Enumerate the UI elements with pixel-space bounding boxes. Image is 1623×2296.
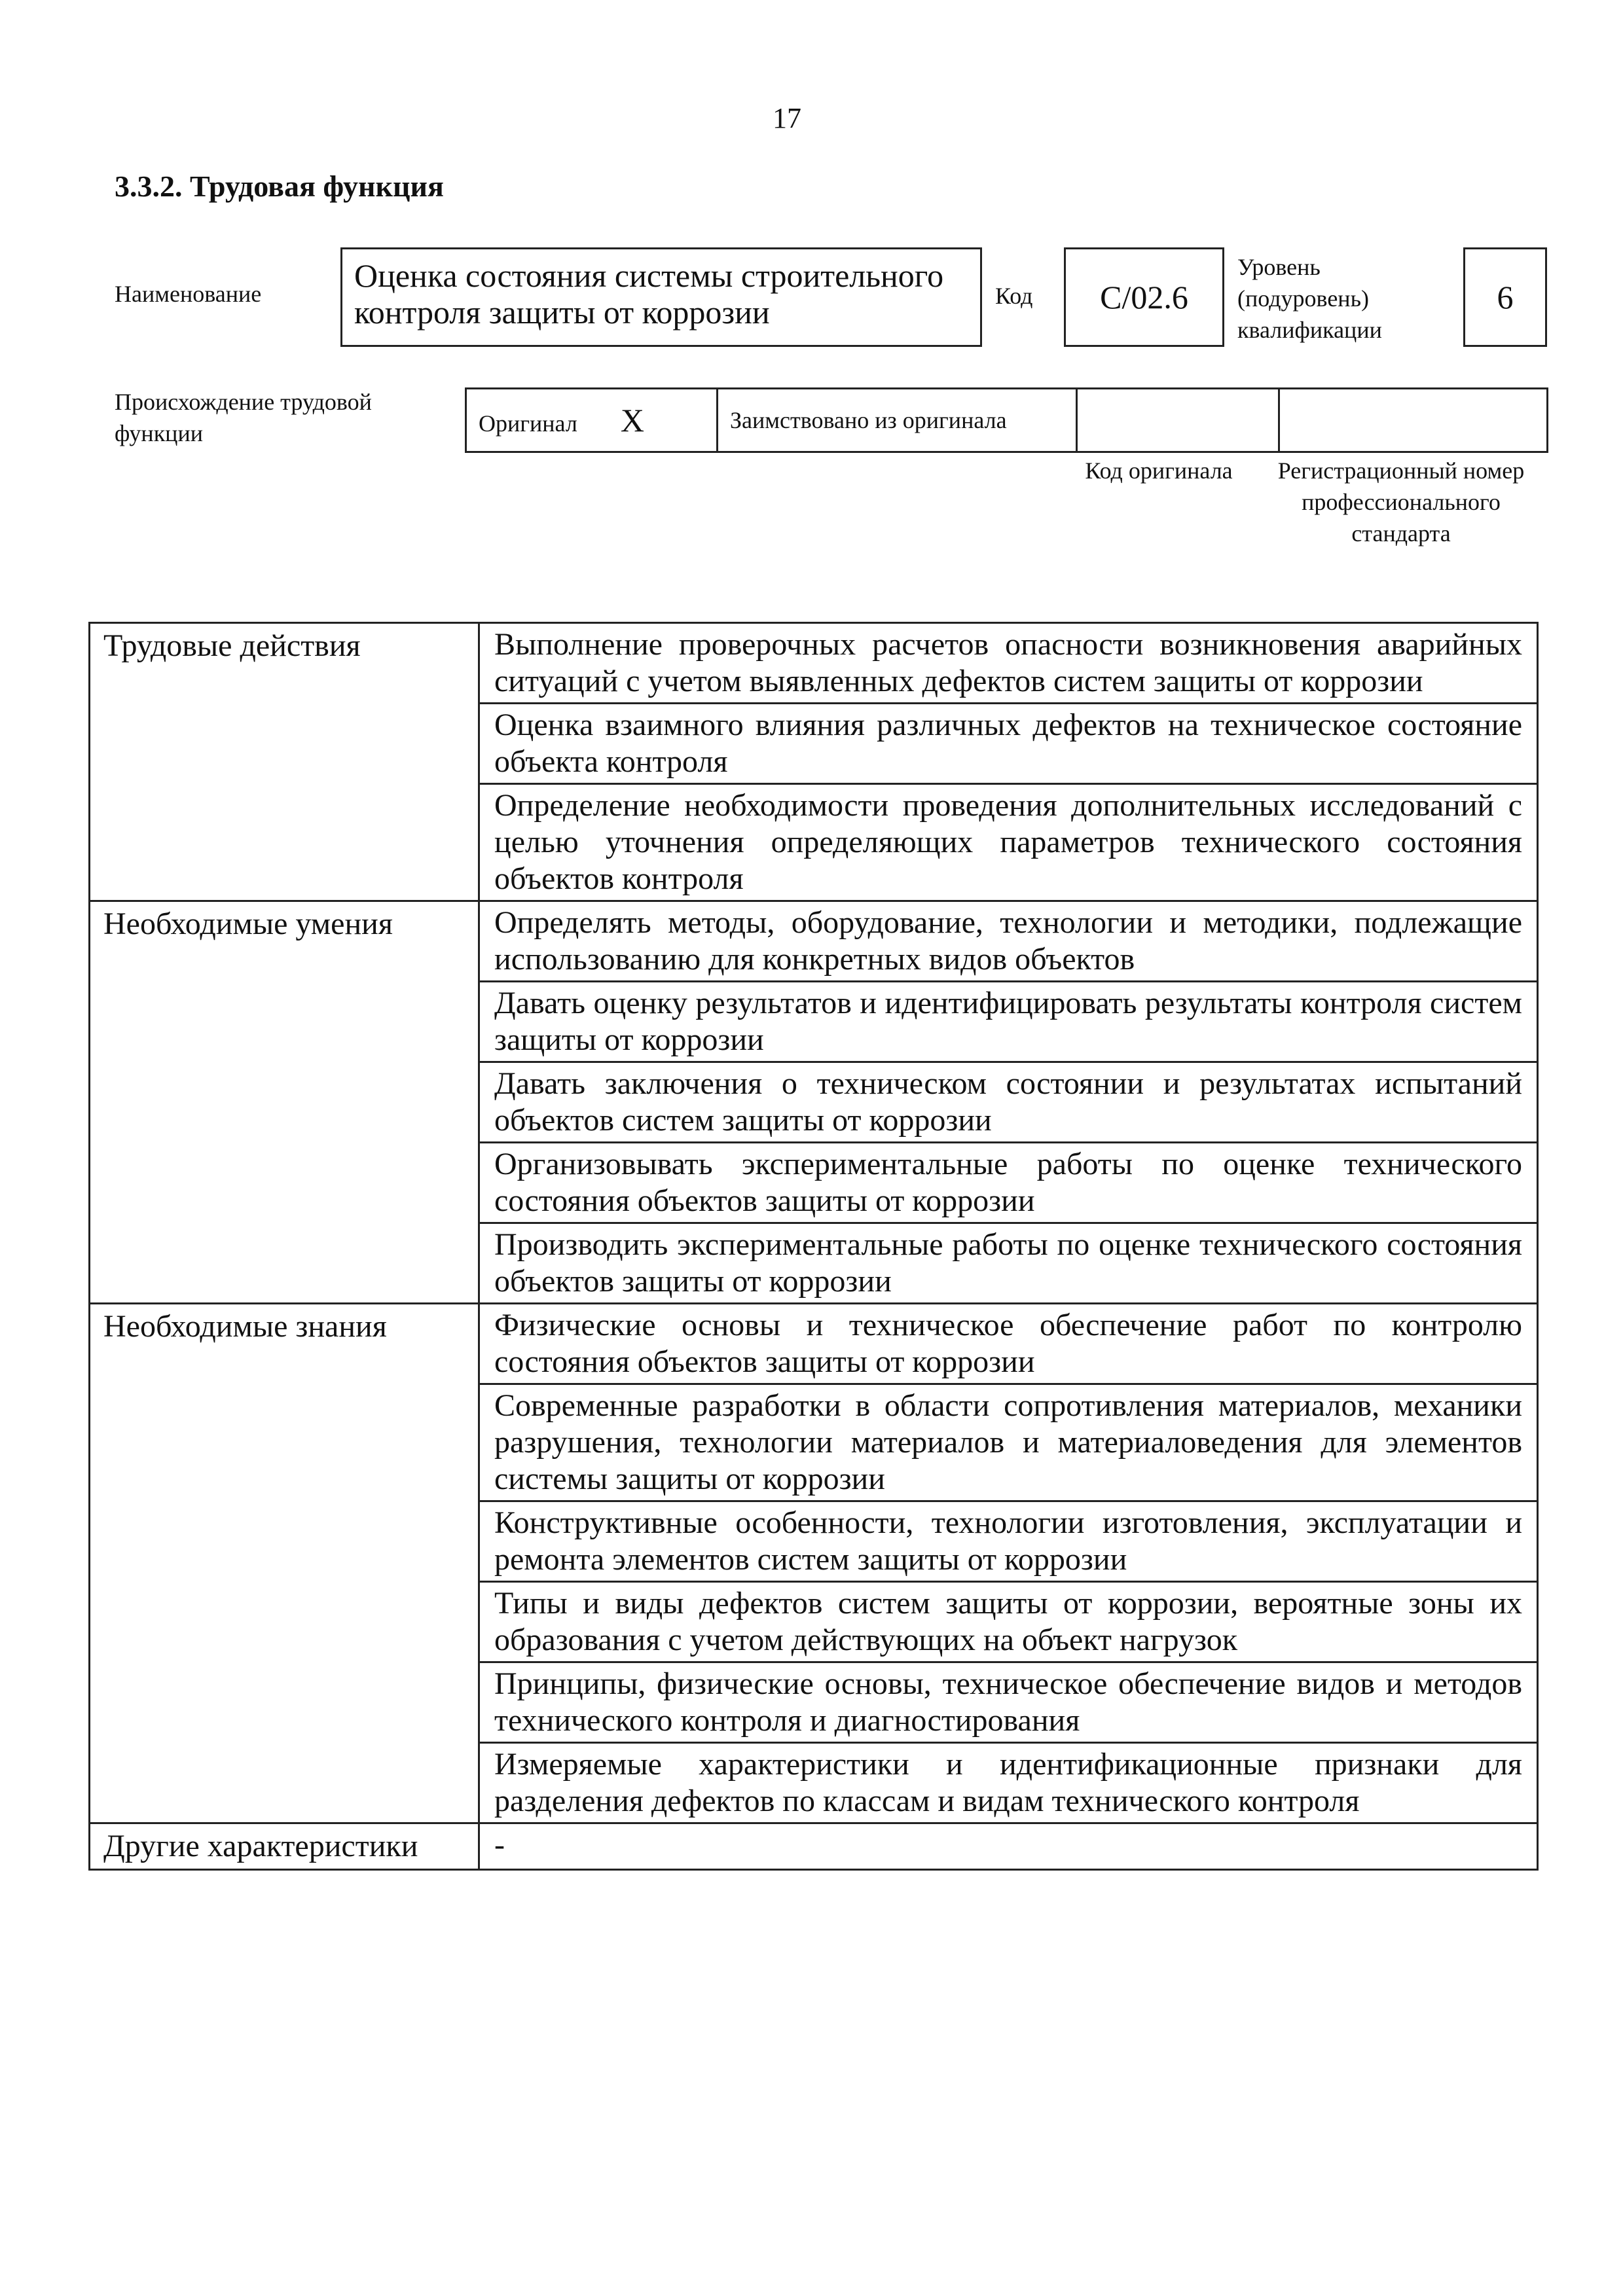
borrowed-label: Заимствовано из оригинала bbox=[730, 407, 1007, 433]
skill-item: Давать заключения о техническом состоянии и результатах испытаний объектов систем защиты от коррозии bbox=[479, 1062, 1538, 1143]
knowledge-item: Типы и виды дефектов систем защиты от коррозии, вероятные зоны их образования с учетом действующих на объект нагрузок bbox=[479, 1582, 1538, 1662]
section-title: 3.3.2. Трудовая функция bbox=[115, 170, 444, 203]
table-row bbox=[90, 901, 1538, 982]
origin-label: Происхождение трудовой функции bbox=[115, 389, 372, 446]
skill-item: Определять методы, оборудование, технологии и методики, подлежащие использованию для конкретных видов объектов bbox=[479, 901, 1538, 982]
original-label: Оригинал bbox=[479, 410, 577, 437]
level-label: Уровень (подуровень) квалификации bbox=[1237, 254, 1382, 343]
labor-action-item: Определение необходимости проведения дополнительных исследований с целью уточнения определяющих параметров технического состояния объектов контроля bbox=[479, 784, 1538, 901]
knowledge-item: Физические основы и техническое обеспечение работ по контролю состояния объектов защиты от коррозии bbox=[479, 1304, 1538, 1384]
skills-label: Необходимые умения bbox=[90, 901, 479, 1304]
origin-code-caption: Код оригинала bbox=[1085, 457, 1233, 484]
level-value: 6 bbox=[1497, 279, 1514, 315]
original-mark: X bbox=[620, 401, 644, 439]
origin-code-cell bbox=[1077, 389, 1279, 452]
origin-table bbox=[465, 387, 1548, 453]
skill-item: Организовывать экспериментальные работы по оценке технического состояния объектов защиты от коррозии bbox=[479, 1143, 1538, 1223]
table-row bbox=[90, 1823, 1538, 1870]
knowledge-item: Измеряемые характеристики и идентификационные признаки для разделения дефектов по классам и видам технического контроля bbox=[479, 1743, 1538, 1823]
borrowed-cell bbox=[718, 389, 1077, 452]
code-label: Код bbox=[995, 283, 1033, 309]
page-number: 17 bbox=[773, 102, 801, 134]
skill-item: Давать оценку результатов и идентифицировать результаты контроля систем защиты от коррозии bbox=[479, 982, 1538, 1062]
level-value-box bbox=[1463, 247, 1547, 347]
knowledge-label: Необходимые знания bbox=[90, 1304, 479, 1823]
code-value-box bbox=[1064, 247, 1224, 347]
skill-item: Производить экспериментальные работы по оценке технического состояния объектов защиты от коррозии bbox=[479, 1223, 1538, 1304]
knowledge-item: Принципы, физические основы, техническое обеспечение видов и методов технического контроля и диагностирования bbox=[479, 1662, 1538, 1743]
labor-function-table bbox=[88, 622, 1539, 1871]
other-value: - bbox=[479, 1823, 1538, 1870]
name-value-box bbox=[340, 247, 982, 347]
code-value: C/02.6 bbox=[1100, 279, 1188, 315]
knowledge-item: Конструктивные особенности, технологии изготовления, эксплуатации и ремонта элементов систем защиты от коррозии bbox=[479, 1501, 1538, 1582]
original-cell bbox=[466, 389, 718, 452]
table-row bbox=[90, 623, 1538, 704]
other-label: Другие характеристики bbox=[90, 1823, 479, 1870]
origin-reg-caption: Регистрационный номер профессионального стандарта bbox=[1277, 457, 1525, 547]
name-value: Оценка состояния системы строительного контроля защиты от коррозии bbox=[354, 257, 944, 331]
labor-action-item: Выполнение проверочных расчетов опасности возникновения аварийных ситуаций с учетом выявленных дефектов систем защиты от коррозии bbox=[479, 623, 1538, 704]
name-label: Наименование bbox=[115, 281, 262, 307]
table-row bbox=[90, 1304, 1538, 1384]
origin-reg-cell bbox=[1279, 389, 1548, 452]
labor-action-item: Оценка взаимного влияния различных дефектов на техническое состояние объекта контроля bbox=[479, 704, 1538, 784]
labor-actions-label: Трудовые действия bbox=[90, 623, 479, 901]
knowledge-item: Современные разработки в области сопротивления материалов, механики разрушения, технологии материалов и материаловедения для элементов системы защиты от коррозии bbox=[479, 1384, 1538, 1501]
